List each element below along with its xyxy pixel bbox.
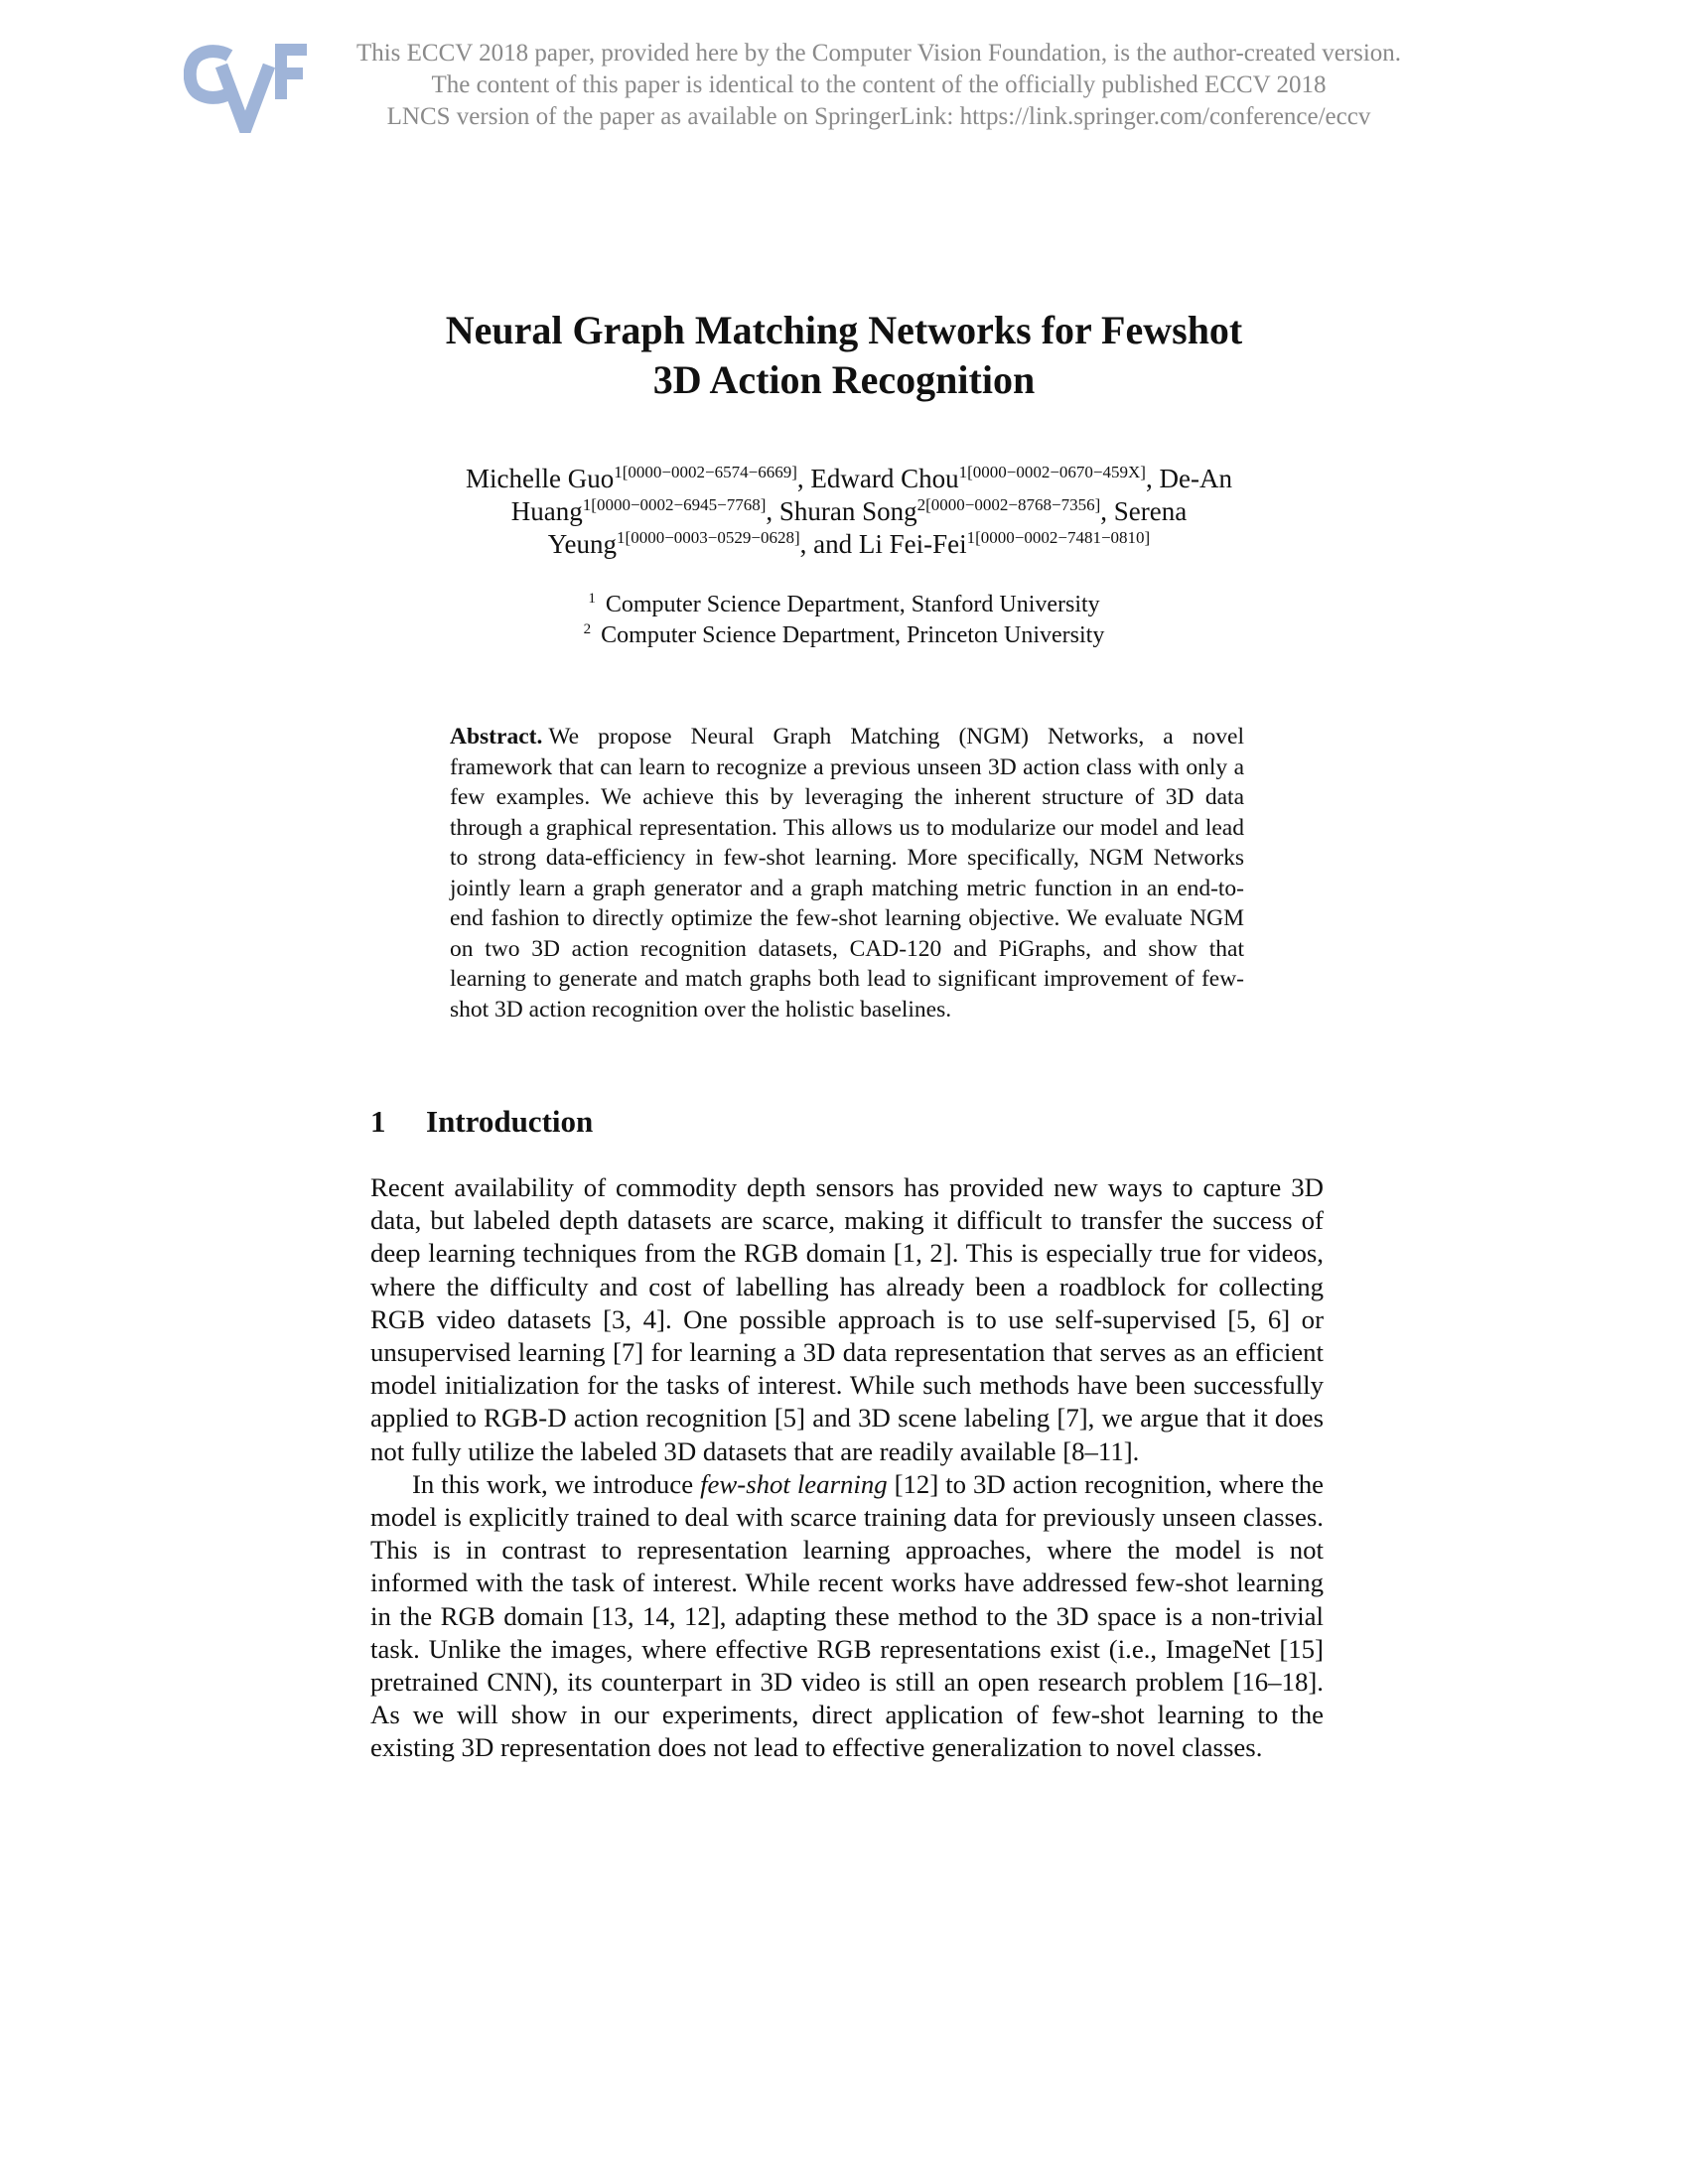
section-title: Introduction: [426, 1104, 594, 1139]
orcid-sup: 1[0000−0002−7481−0810]: [966, 528, 1151, 547]
author-name: Michelle Guo: [466, 464, 615, 493]
affiliation-mark: 2: [583, 621, 592, 637]
body-text: [370, 1171, 1324, 1765]
orcid-sup: 2[0000−0002−8768−7356]: [916, 495, 1101, 514]
orcid-sup: 1[0000−0002−6574−6669]: [614, 463, 797, 481]
author-line: [357, 528, 1340, 561]
notice-line: LNCS version of the paper as available on SpringerLink: https://link.springer.com/conference/eccv: [386, 103, 1371, 130]
orcid-sup: 1[0000−0002−6945−7768]: [582, 495, 767, 514]
emphasis: few-shot learning: [700, 1468, 888, 1499]
author-name: Li Fei-Fei: [858, 529, 967, 559]
author-name: Edward Chou: [810, 464, 959, 493]
title-line: 3D Action Recognition: [652, 357, 1036, 402]
abstract: [450, 722, 1244, 1024]
author-conjunction: , and: [799, 529, 859, 559]
section-number: 1: [370, 1104, 386, 1139]
affiliation: [397, 590, 1291, 620]
affiliation-list: [397, 590, 1291, 651]
abstract-text: We propose Neural Graph Matching (NGM) Networks, a novel framework that can learn to recognize a previous unseen 3D action class with only a few examples. We achieve this by leveraging the inherent structure of 3D data through a graphical representation. This allows us to modularize our model and lead to strong data-efficiency in few-shot learning. More specifically, NGM Networks jointly learn a graph generator and a graph matching metric function in an end-to-end fashion to directly optimize the few-shot learning objective. We evaluate NGM on two 3D action recognition datasets, CAD-120 and PiGraphs, and show that learning to generate and match graphs both lead to significant improvement of few-shot 3D action recognition over the holistic baselines.: [450, 724, 1244, 1023]
author-list: [357, 463, 1340, 561]
paragraph-rest: [12] to 3D action recognition, where the model is explicitly trained to deal with scarce training data for previously unseen classes. This is in contrast to representation learning approaches, where the model is not informed with the task of interest. While recent works have addressed few-shot learning in the RGB domain [13, 14, 12], adapting these method to the 3D space is a non-trivial task. Unlike the images, where effective RGB representations exist (i.e., ImageNet [15] pretrained CNN), its counterpart in 3D video is still an open research problem [16–18]. As we will show in our experiments, direct application of few-shot learning to the existing 3D representation does not lead to effective generalization to novel classes.: [370, 1468, 1325, 1763]
paper-title: [248, 306, 1440, 405]
notice-line: The content of this paper is identical to the content of the officially published ECCV 2018: [431, 71, 1327, 98]
affiliation: [397, 620, 1291, 651]
affiliation-mark: 1: [588, 591, 596, 607]
author-name: Huang: [510, 496, 583, 526]
section-heading: [370, 1102, 966, 1142]
affiliation-text: Computer Science Department, Princeton University: [601, 622, 1105, 648]
cvf-logo: [184, 44, 308, 133]
author-name: Yeung: [547, 529, 618, 559]
author-line: Michelle Guo$^{1[0000-0002-6574-6669]}$, Edward Chou$^{1[0000-0002-0670-459X]}$, De-An: [466, 463, 1232, 493]
orcid-sup: 1[0000−0003−0529−0628]: [617, 528, 800, 547]
author-name: De-An: [1159, 464, 1232, 493]
abstract-label: Abstract.: [450, 724, 543, 750]
paragraph: [370, 1468, 1324, 1765]
title-line: Neural Graph Matching Networks for Fewshot: [445, 308, 1243, 352]
copyright-notice: [328, 38, 1430, 133]
notice-line: This ECCV 2018 paper, provided here by the Computer Vision Foundation, is the author-created version.: [355, 40, 1402, 67]
author-name: Serena: [1113, 496, 1188, 526]
author-line: Huang$^{1[0000-0002-6945-7768]}$, Shuran Song$^{2[0000-0002-8768-7356]}$, Serena: [510, 495, 1188, 526]
paragraph-lead: In this work, we introduce: [412, 1468, 701, 1499]
orcid-sup: 1[0000−0002−0670−459X]: [958, 463, 1146, 481]
affiliation-text: Computer Science Department, Stanford University: [605, 592, 1100, 617]
paragraph: Recent availability of commodity depth sensors has provided new ways to capture 3D data, but labeled depth datasets are scarce, making it difficult to transfer the success of deep learning techniques from the RGB domain [1, 2]. This is especially true for videos, where the difficulty and cost of labelling has already been a roadblock for collecting RGB video datasets [3, 4]. One possible approach is to use self-supervised [5, 6] or unsupervised learning [7] for learning a 3D data representation that serves as an efficient model initialization for the tasks of interest. While such methods have been successfully applied to RGB-D action recognition [5] and 3D scene labeling [7], we argue that it does not fully utilize the labeled 3D datasets that are readily available [8–11].: [370, 1172, 1324, 1466]
author-name: Shuran Song: [778, 496, 917, 526]
